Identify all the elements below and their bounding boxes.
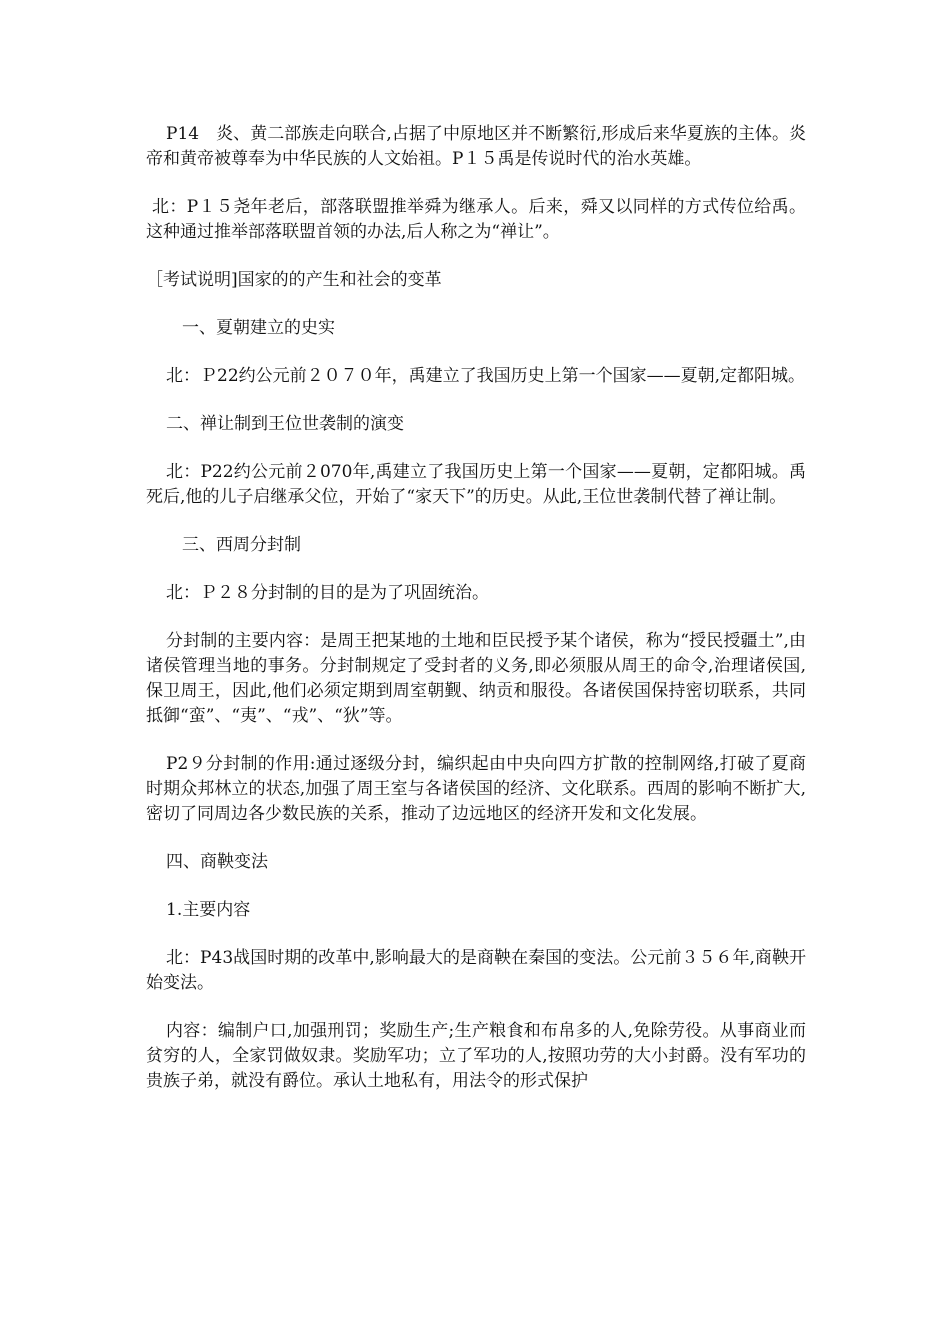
heading-western-zhou-fengjian: 三、西周分封制 xyxy=(182,535,301,555)
paragraph-shanrang: 北：P１５尧年老后，部落联盟推举舜为继承人。后来，舜又以同样的方式传位给禹。这种通过推举部落联盟首领的办法,后人称之为“禅让”。 xyxy=(146,197,806,242)
exam-section-heading: ［考试说明]国家的的产生和社会的变革 xyxy=(146,270,442,290)
paragraph-xia-founding: 北：Ｐ22约公元前２０７０年，禹建立了我国历史上第一个国家——夏朝,定都阳城。 xyxy=(166,366,806,386)
paragraph-yan-huang: P14 炎、黄二部族走向联合,占据了中原地区并不断繁衍,形成后来华夏族的主体。炎帝和黄帝被尊奉为中华民族的人文始祖。P１５禹是传说时代的治水英雄。 xyxy=(146,124,806,169)
heading-xia-dynasty: 一、夏朝建立的史实 xyxy=(182,318,335,338)
document-body xyxy=(146,122,806,1117)
paragraph-fengjian-content: 分封制的主要内容：是周王把某地的土地和臣民授予某个诸侯，称为“授民授疆土”,由诸侯管理当地的事务。分封制规定了受封者的义务,即必须服从周王的命令,治理诸侯国,保卫周王，因此,他们必须定期到周室朝觐、纳贡和服役。各诸侯国保持密切联系，共同抵御“蛮”、“夷”、“戎”、“狄”等。 xyxy=(146,631,806,726)
paragraph-shang-yang-intro: 北：P43战国时期的改革中,影响最大的是商鞅在秦国的变法。公元前３５６年,商鞅开始变法。 xyxy=(146,948,806,993)
heading-hereditary-system: 二、禅让制到王位世袭制的演变 xyxy=(166,414,404,434)
paragraph-reform-content: 内容：编制户口,加强刑罚；奖励生产;生产粮食和布帛多的人,免除劳役。从事商业而贫穷的人，全家罚做奴隶。奖励军功；立了军功的人,按照功劳的大小封爵。没有军功的贵族子弟，就没有爵位。承认土地私有，用法令的形式保护 xyxy=(146,1021,806,1091)
subheading-main-content: 1.主要内容 xyxy=(166,900,251,920)
paragraph-fengjian-effect: P2９分封制的作用:通过逐级分封，编织起由中央向四方扩散的控制网络,打破了夏商时期众邦林立的状态,加强了周王室与各诸侯国的经济、文化联系。西周的影响不断扩大,密切了同周边各少数民族的关系，推动了边远地区的经济开发和文化发展。 xyxy=(146,754,806,824)
paragraph-hereditary-system: 北：P22约公元前２070年,禹建立了我国历史上第一个国家——夏朝，定都阳城。禹死后,他的儿子启继承父位，开始了“家天下”的历史。从此,王位世袭制代替了禅让制。 xyxy=(146,462,806,507)
heading-shang-yang-reform: 四、商鞅变法 xyxy=(166,852,268,872)
paragraph-fengjian-purpose: 北：Ｐ２８分封制的目的是为了巩固统治。 xyxy=(166,583,489,603)
